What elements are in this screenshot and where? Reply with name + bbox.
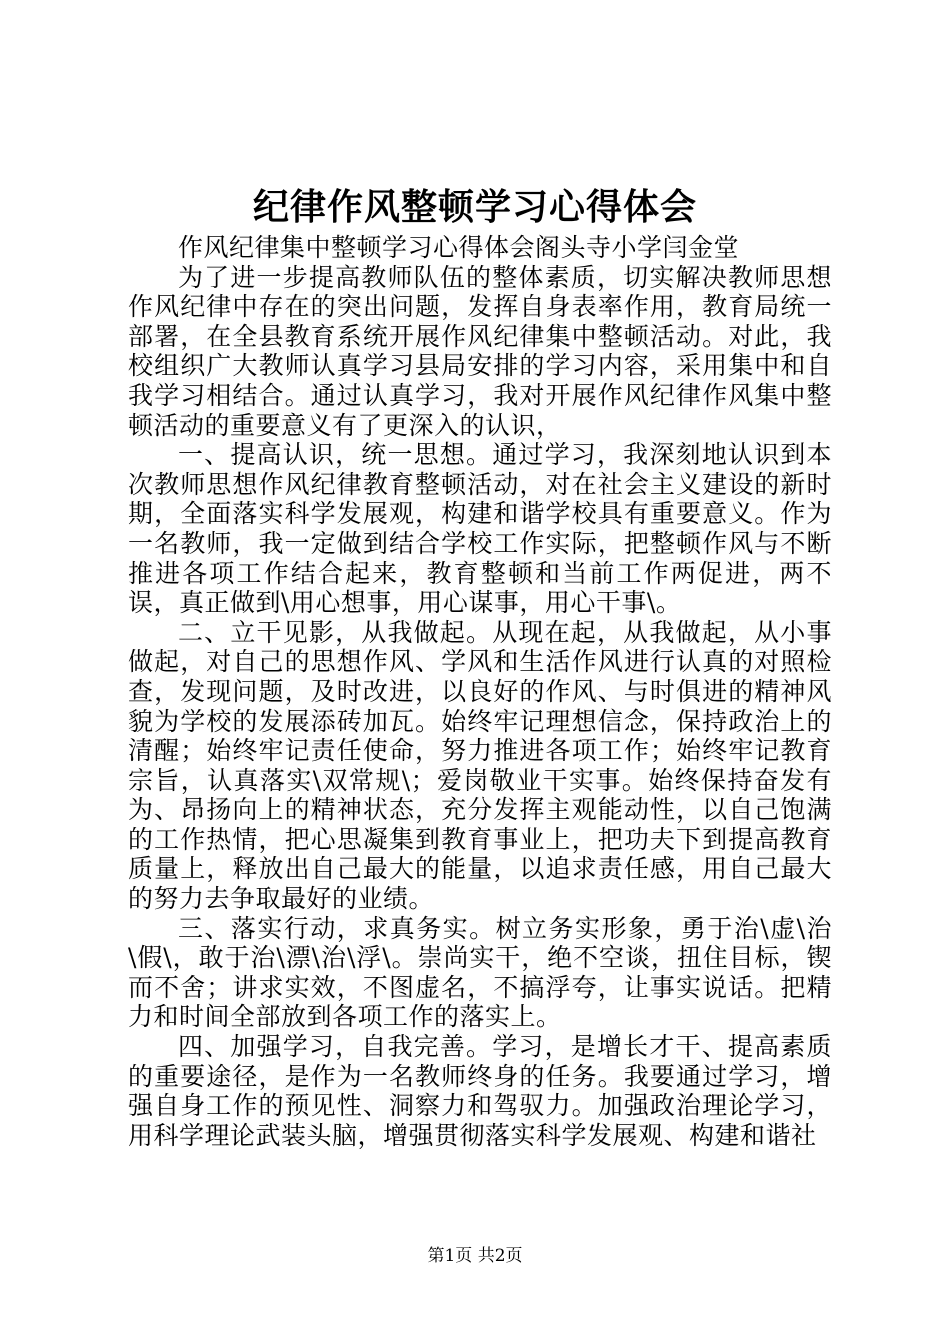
paragraph-section-1: 一、提高认识，统一思想。通过学习，我深刻地认识到本次教师思想作风纪律教育整顿活动，对在社会主义建设的新时期，全面落实科学发展观，构建和谐学校具有重要意义。作为一名教师，我一定做到结合学校工作实际，把整顿作风与不断推进各项工作结合起来，教育整顿和当前工作两促进，两不误，真正做到\用心想事，用心谋事，用心干事\。 (128, 440, 832, 618)
paragraph-section-2: 二、立干见影，从我做起。从现在起，从我做起，从小事做起，对自己的思想作风、学风和生活作风进行认真的对照检查，发现问题，及时改进，以良好的作风、与时俱进的精神风貌为学校的发展添砖加瓦。始终牢记理想信念，保持政治上的清醒；始终牢记责任使命，努力推进各项工作；始终牢记教育宗旨，认真落实\双常规\；爱岗敬业干实事。始终保持奋发有为、昂扬向上的精神状态，充分发挥主观能动性，以自己饱满的工作热情，把心思凝集到教育事业上，把功夫下到提高教育质量上，释放出自己最大的能量，以追求责任感，用自己最大的努力去争取最好的业绩。 (128, 617, 832, 914)
page-number-footer: 第1页 共2页 (427, 1246, 523, 1266)
paragraph-section-4: 四、加强学习，自我完善。学习，是增长才干、提高素质的重要途径，是作为一名教师终身的任务。我要通过学习，增强自身工作的预见性、洞察力和驾驭力。加强政治理论学习，用科学理论武装头脑，增强贯彻落实科学发展观、构建和谐社 (128, 1032, 832, 1150)
document-body (128, 233, 832, 1150)
document-title: 纪律作风整顿学习心得体会 (252, 186, 697, 228)
paragraph-intro: 为了进一步提高教师队伍的整体素质，切实解决教师思想作风纪律中存在的突出问题，发挥自身表率作用，教育局统一部署，在全县教育系统开展作风纪律集中整顿活动。对此，我校组织广大教师认真学习县局安排的学习内容，采用集中和自我学习相结合。通过认真学习，我对开展作风纪律作风集中整顿活动的重要意义有了更深入的认识， (128, 262, 832, 440)
paragraph-section-3: 三、落实行动，求真务实。树立务实形象，勇于治\虚\治\假\，敢于治\漂\治\浮\。崇尚实干，绝不空谈，扭住目标，锲而不舍；讲求实效，不图虚名，不搞浮夸，让事实说话。把精力和时间全部放到各项工作的落实上。 (128, 913, 832, 1032)
paragraph-subtitle: 作风纪律集中整顿学习心得体会阁头寺小学闫金堂 (178, 233, 740, 262)
